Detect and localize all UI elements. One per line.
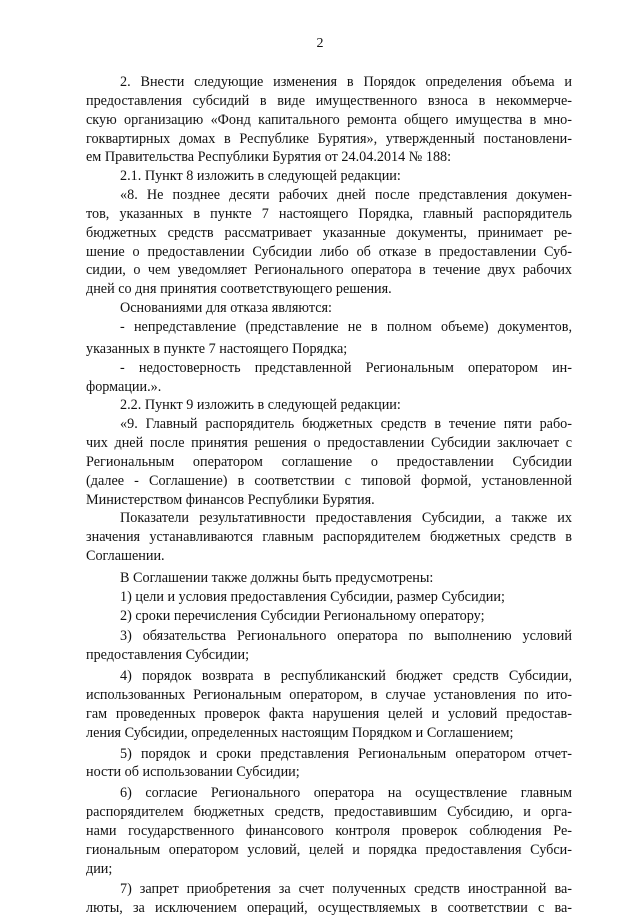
- text-line: Региональным оператором соглашение о предоставлении Субсидии: [86, 453, 572, 470]
- text-line: люты, за исключением операций, осуществляемых в соответствии с ва-: [86, 900, 572, 917]
- text-line: - недостоверность представленной Региональным оператором ин-: [120, 359, 572, 376]
- text-line: дии;: [86, 860, 113, 877]
- text-line: 1) цели и условия предоставления Субсидии, размер Субсидии;: [120, 588, 505, 605]
- text-line: - непредставление (представление не в полном объеме) документов,: [120, 318, 572, 335]
- text-line: 3) обязательства Регионального оператора по выполнению условий: [120, 628, 572, 645]
- text-line: ления Субсидии, определенных настоящим Порядком и Соглашением;: [86, 724, 514, 741]
- text-line: 5) порядок и сроки представления Региональным оператором отчет-: [120, 745, 572, 762]
- text-line: 2.1. Пункт 8 изложить в следующей редакции:: [120, 168, 401, 185]
- text-line: использованных Региональным оператором, в случае установления по ито-: [86, 687, 572, 703]
- text-line: Показатели результативности предоставления Субсидии, а также их: [120, 510, 572, 527]
- text-line: «9. Главный распорядитель бюджетных средств в течение пяти рабо-: [120, 416, 572, 433]
- text-line: 7) запрет приобретения за счет полученных средств иностранной ва-: [120, 881, 572, 898]
- text-line: распорядителем бюджетных средств, предоставившим Субсидию, и орга-: [86, 804, 572, 821]
- text-line: предоставления субсидий в виде имущественного взноса в некоммерче-: [86, 92, 572, 109]
- text-line: гиональным оператором условий, целей и порядка предоставления Субси-: [86, 841, 572, 858]
- page-number: 2: [316, 36, 324, 51]
- text-line: 2) сроки перечисления Субсидии Региональному оператору;: [120, 607, 485, 624]
- text-line: дней со дня принятия соответствующего решения.: [86, 281, 392, 298]
- text-line: Соглашении.: [86, 548, 165, 565]
- text-line: ем Правительства Республики Бурятия от 24.04.2014 № 188:: [86, 149, 452, 166]
- text-line: сидии, о чем уведомляет Регионального оператора в течение двух рабочих: [86, 262, 572, 279]
- text-line: формации.».: [86, 378, 162, 395]
- text-line: указанных в пункте 7 настоящего Порядка;: [86, 340, 348, 357]
- text-line: 4) порядок возврата в республиканский бюджет средств Субсидии,: [120, 668, 572, 685]
- text-line: чих дней после принятия решения о предоставлении Субсидии заключает с: [86, 435, 572, 452]
- text-line: предоставления Субсидии;: [86, 647, 250, 664]
- text-line: скую организацию «Фонд капитального ремонта общего имущества в мно-: [86, 111, 572, 128]
- text-line: гоквартирных домах в Республике Бурятия», утвержденный постановлени-: [86, 130, 572, 147]
- text-line: тов, указанных в пункте 7 настоящего Порядка, главный распорядитель: [86, 205, 572, 222]
- text-line: значения устанавливаются главным распорядителем бюджетных средств в: [86, 529, 572, 546]
- text-line: 2.2. Пункт 9 изложить в следующей редакции:: [120, 397, 401, 414]
- text-line: 2. Внести следующие изменения в Порядок определения объема и: [120, 74, 572, 90]
- text-line: 6) согласие Регионального оператора на осуществление главным: [120, 785, 572, 802]
- text-line: В Соглашении также должны быть предусмотрены:: [120, 569, 434, 586]
- text-line: гам проведенных проверок факта нарушения целей и условий предостав-: [86, 705, 572, 722]
- text-line: «8. Не позднее десяти рабочих дней после представления докумен-: [120, 187, 572, 204]
- text-line: бюджетных средств рассматривает указанные документы, принимает ре-: [86, 224, 572, 241]
- text-line: Основаниями для отказа являются:: [120, 300, 332, 317]
- text-line: (далее - Соглашение) в соответствии с типовой формой, установленной: [86, 472, 572, 489]
- text-line: нами государственного финансового контроля проверок соблюдения Ре-: [86, 822, 572, 839]
- text-line: Министерством финансов Республики Бурятия.: [86, 491, 375, 508]
- document-body: [86, 73, 572, 918]
- text-line: шение о предоставлении Субсидии либо об отказе в предоставлении Суб-: [86, 243, 572, 260]
- text-line: ности об использовании Субсидии;: [86, 764, 300, 781]
